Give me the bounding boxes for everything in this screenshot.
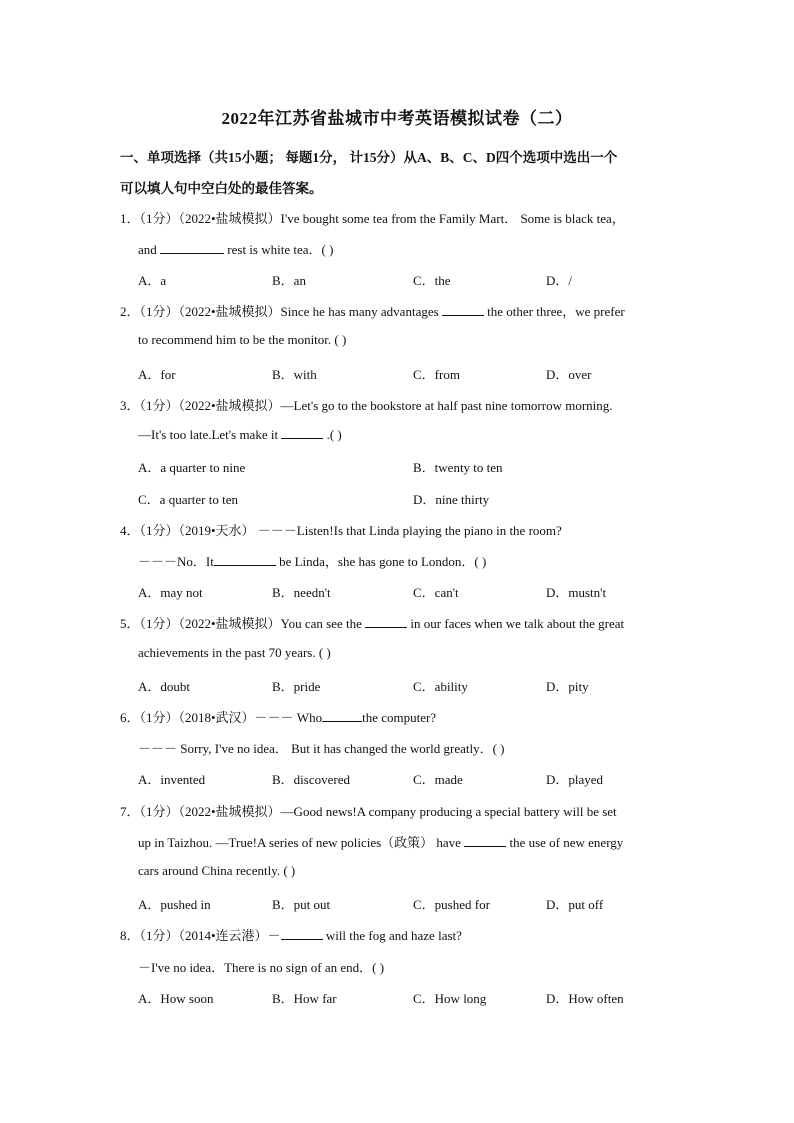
- option-a[interactable]: A．for: [138, 367, 176, 382]
- answer-blank: [464, 834, 506, 847]
- option-d[interactable]: D．mustn't: [546, 585, 607, 600]
- answer-blank: [322, 709, 362, 722]
- option-b[interactable]: B．with: [272, 367, 317, 382]
- question-text: [120, 925, 462, 944]
- answer-blank: [442, 303, 484, 316]
- answer-blank: [365, 615, 407, 628]
- question-text-part: the other three，we prefer: [483, 304, 625, 319]
- option-c[interactable]: C．made: [413, 772, 463, 787]
- question-text-part: 5．（1分）（2022•盐城模拟）You can see the: [120, 616, 366, 631]
- question-text: to recommend him to be the monitor. ( ): [138, 332, 347, 347]
- option-d[interactable]: D．played: [546, 772, 604, 787]
- option-a[interactable]: A．a: [138, 273, 167, 288]
- question-text: －－－ Sorry, I've no idea． But it has changed the world greatly．( ): [138, 741, 505, 756]
- option-b[interactable]: B．pride: [272, 679, 321, 694]
- option-d[interactable]: D．/: [546, 273, 573, 288]
- option-c[interactable]: C．pushed for: [413, 897, 490, 912]
- answer-blank: [281, 426, 323, 439]
- question-text: 1．（1分）（2022•盐城模拟）I've bought some tea from the Family Mart． Some is black tea，: [120, 211, 625, 226]
- option-b[interactable]: B．put out: [272, 897, 331, 912]
- question-text: achievements in the past 70 years. ( ): [138, 645, 331, 660]
- option-a[interactable]: A．a quarter to nine: [138, 460, 246, 475]
- option-c[interactable]: C．from: [413, 367, 460, 382]
- question-text-part: be Linda，she has gone to London．( ): [275, 554, 487, 569]
- question-text-part: and: [138, 242, 161, 257]
- question-text: [120, 301, 625, 320]
- question-text-part: —It's too late.Let's make it: [138, 427, 282, 442]
- question-text: 4．（1分）（2019•天水） －－－Listen!Is that Linda playing the piano in the room?: [120, 523, 562, 538]
- question-text: [120, 613, 624, 632]
- option-a[interactable]: A．pushed in: [138, 897, 211, 912]
- option-c[interactable]: C．can't: [413, 585, 459, 600]
- question-text-part: .( ): [323, 427, 342, 442]
- question-text-part: 2．（1分）（2022•盐城模拟）Since he has many advantages: [120, 304, 442, 319]
- question-text-part: 8．（1分）（2014•连云港）－: [120, 928, 281, 943]
- question-text: 7．（1分）（2022•盐城模拟）—Good news!A company producing a special battery will be set: [120, 804, 617, 819]
- question-text: 3．（1分）（2022•盐城模拟）—Let's go to the bookstore at half past nine tomorrow morning.: [120, 398, 613, 413]
- option-a[interactable]: A．doubt: [138, 679, 191, 694]
- question-text-part: rest is white tea．( ): [224, 242, 334, 257]
- option-d[interactable]: D．put off: [546, 897, 604, 912]
- question-text-part: －－－No．It: [138, 554, 214, 569]
- option-b[interactable]: B．twenty to ten: [413, 460, 503, 475]
- section-instruction-line1: 一、单项选择（共15小题； 每题1分， 计15分）从A、B、C、D四个选项中选出一个: [120, 150, 618, 165]
- option-b[interactable]: B．an: [272, 273, 306, 288]
- question-text-part: up in Taizhou. —True!A series of new policies（政策） have: [138, 835, 465, 850]
- question-text: [138, 426, 342, 443]
- option-c[interactable]: C．a quarter to ten: [138, 492, 238, 507]
- option-b[interactable]: B．discovered: [272, 772, 350, 787]
- option-a[interactable]: A．invented: [138, 772, 206, 787]
- question-text: cars around China recently. ( ): [138, 863, 296, 878]
- option-c[interactable]: C．ability: [413, 679, 468, 694]
- option-a[interactable]: A．may not: [138, 585, 203, 600]
- option-a[interactable]: A．How soon: [138, 991, 214, 1006]
- answer-blank: [214, 553, 276, 566]
- question-text-part: 6．（1分）（2018•武汉）－－－ Who: [120, 710, 323, 725]
- answer-blank: [160, 241, 224, 254]
- answer-blank: [281, 927, 323, 940]
- question-text: [138, 239, 333, 258]
- question-text-part: the use of new energy: [506, 835, 624, 850]
- option-d[interactable]: D．How often: [546, 991, 624, 1006]
- page-title: 2022年江苏省盐城市中考英语模拟试卷（二）: [221, 109, 573, 128]
- option-d[interactable]: D．pity: [546, 679, 589, 694]
- option-c[interactable]: C．How long: [413, 991, 487, 1006]
- option-b[interactable]: B．How far: [272, 991, 337, 1006]
- question-text-part: the computer?: [362, 710, 437, 725]
- option-d[interactable]: D．nine thirty: [413, 492, 490, 507]
- question-text-part: will the fog and haze last?: [322, 928, 462, 943]
- section-instruction-line2: 可以填人句中空白处的最佳答案。: [120, 181, 323, 196]
- question-text: [138, 551, 486, 570]
- question-text-part: in our faces when we talk about the great: [407, 616, 625, 631]
- option-d[interactable]: D．over: [546, 367, 592, 382]
- option-b[interactable]: B．needn't: [272, 585, 331, 600]
- option-c[interactable]: C．the: [413, 273, 451, 288]
- question-text: －I've no idea．There is no sign of an end．( ): [138, 960, 385, 975]
- question-text: [138, 832, 623, 851]
- question-text: [120, 707, 436, 726]
